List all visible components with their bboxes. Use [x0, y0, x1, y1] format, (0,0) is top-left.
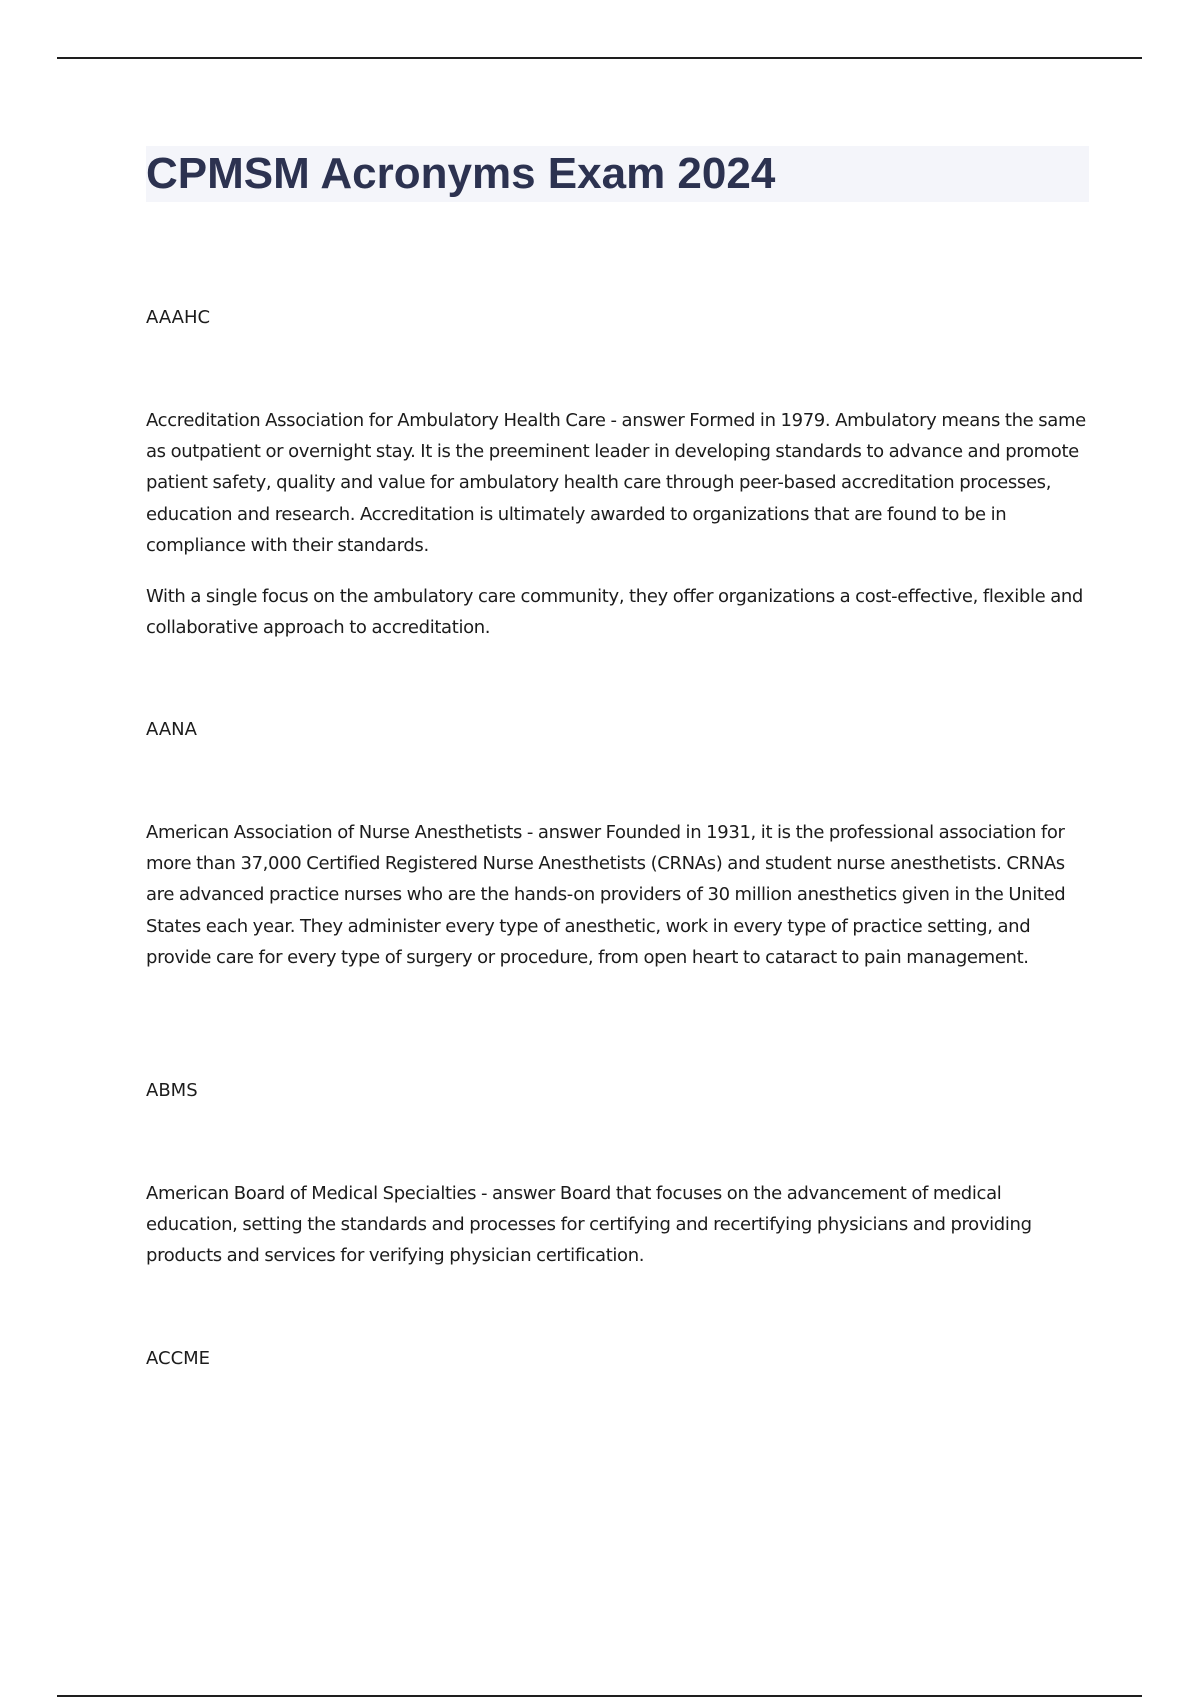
definition-paragraph: American Association of Nurse Anesthetists - answer Founded in 1931, it is the professional association for more than 37,000 Certified Registered Nurse Anesthetists (CRNAs) and student nurse anesthetists. CRNAs are advanced practice nurses who are the hands-on providers of 30 million anesthetics given in the United States each year. They administer every type of anesthetic, work in every type of practice setting, and provide care for every type of surgery or procedure, from open heart to cataract to pain management. — [146, 822, 1066, 968]
acronym-term: ABMS — [146, 1080, 198, 1101]
definition-paragraph: With a single focus on the ambulatory care community, they offer organizations a cost-effective, flexible and collaborative approach to accreditation. — [146, 586, 1084, 639]
definition-paragraph: American Board of Medical Specialties - answer Board that focuses on the advancement of medical education, setting the standards and processes for certifying and recertifying physicians and providing products and services for verifying physician certification. — [146, 1183, 1032, 1267]
page-title: CPMSM Acronyms Exam 2024 — [146, 149, 776, 198]
acronym-term: AANA — [146, 719, 197, 740]
acronym-term: AAAHC — [146, 307, 211, 328]
acronym-term: ACCME — [146, 1348, 211, 1369]
footer-rule — [57, 1695, 1142, 1697]
header-rule — [57, 57, 1142, 59]
definition-paragraph: Accreditation Association for Ambulatory Health Care - answer Formed in 1979. Ambulatory means the same as outpatient or overnight stay. It is the preeminent leader in developing standards to advance and promote patient safety, quality and value for ambulatory health care through peer-based accreditation processes, education and research. Accreditation is ultimately awarded to organizations that are found to be in compliance with their standards. — [146, 410, 1086, 556]
